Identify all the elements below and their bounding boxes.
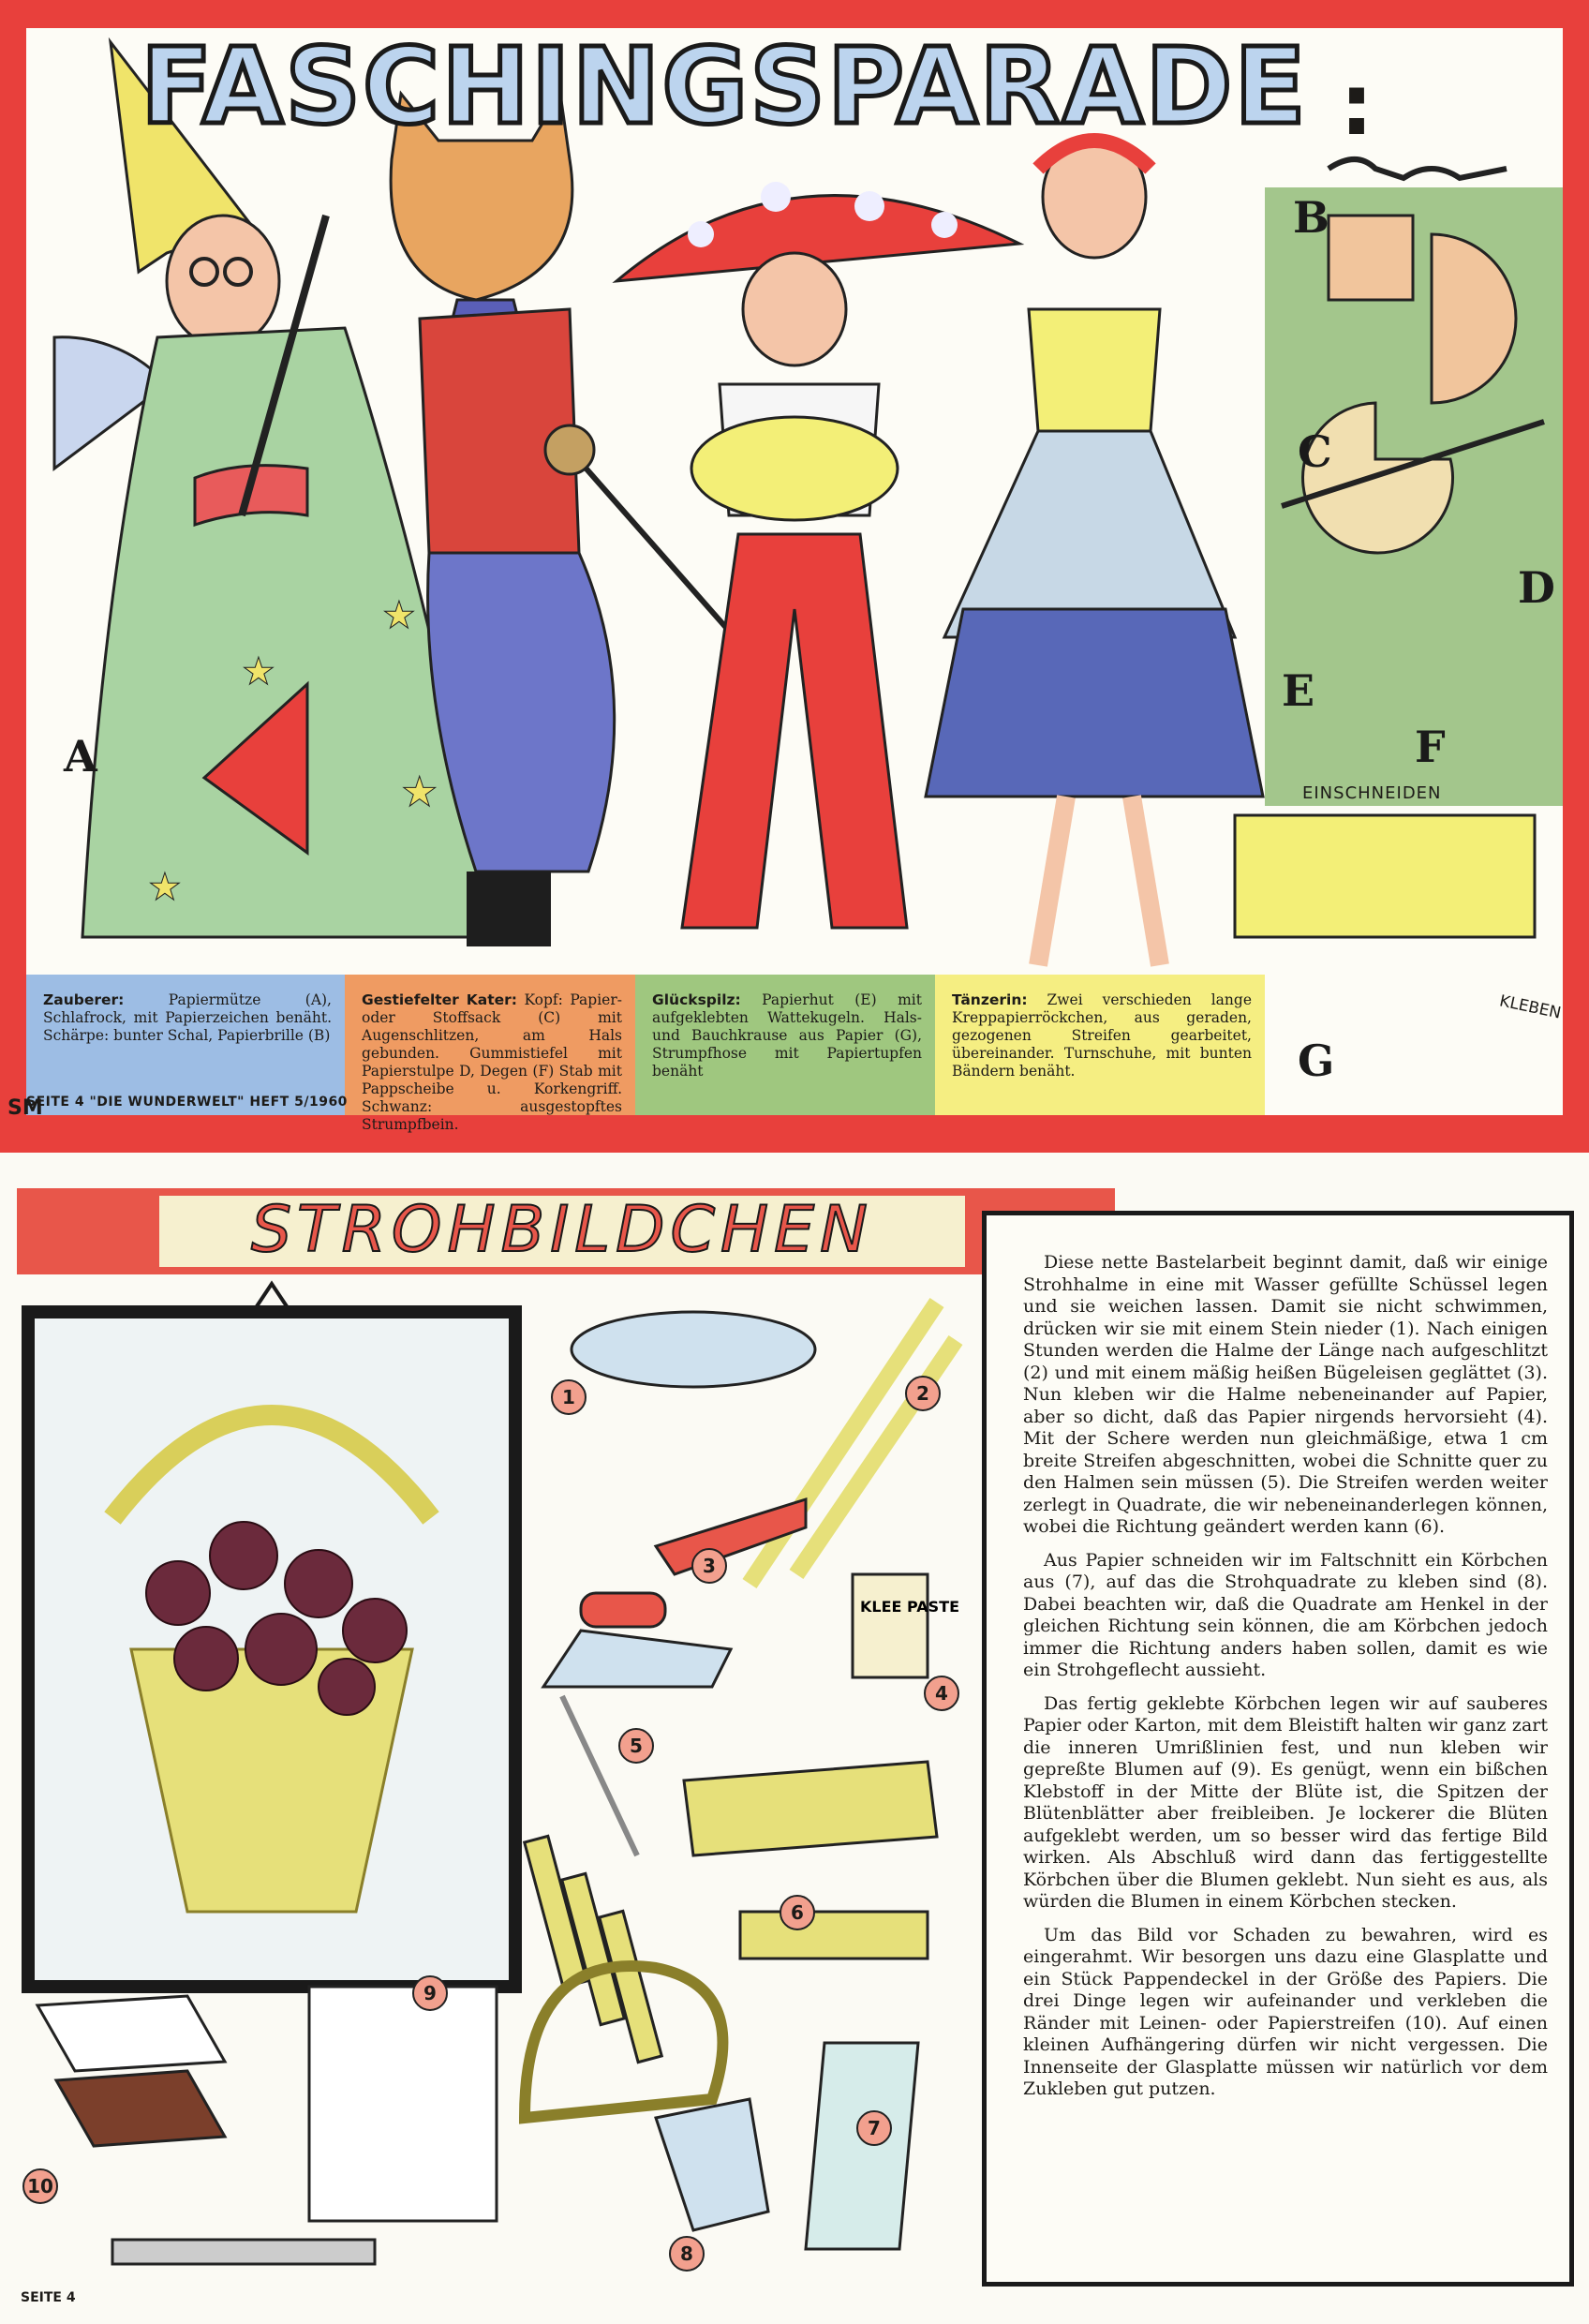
step-8-marker: 8: [669, 2236, 705, 2272]
instructions-paragraph-4: Um das Bild vor Schaden zu bewahren, wird es eingerahmt. Wir besorgen uns dazu eine Glasplatte und ein Stück Pappendeckel in der Größe des Papiers. Die drei Dinge legen wir aufeinander und verkleben die Ränder mit Leinen- oder Papierstreifen (10). Auf einen kleinen Aufhängering dürfen wir nicht vergessen. Die Innenseite der Glasplatte müssen wir natürlich vor dem Zukleben gut putzen.: [1023, 1924, 1548, 2099]
svg-text:★: ★: [382, 594, 416, 637]
glass-plate: [37, 1996, 225, 2071]
scissors: [562, 1696, 637, 1855]
caption-heading: Gestiefelter Kater:: [362, 991, 518, 1008]
costume-illustration: [26, 28, 1563, 975]
step-7-marker: 7: [856, 2110, 892, 2146]
caption-heading: Zauberer:: [43, 991, 125, 1008]
instructions-paragraph-1: Diese nette Bastelarbeit beginnt damit, daß wir einige Strohhalme in eine mit Wasser gefüllte Schüssel legen und sie weichen lassen. Damit sie nicht schwimmen, drücken wir sie mit einem Stein nieder (1). Nach einigen Stunden werden die Halme der Länge nach aufgeschlitzt (2) und mit einem mäßig heißen Bügeleisen geglättet (3). Nun kleben wir die Halme nebeneinander auf Papier, aber so dicht, daß das Papier nirgends hervorsieht (4). Mit der Schere werden nun gleichmäßige, etwa 1 cm breite Streifen abgeschnitten, wobei die Schnitte quer zu den Halmen sein müssen (5). Die Streifen werden weiter zerlegt in Quadrate, die wir nebeneinanderlegen können, wobei die Richtung geändert werden kann (6).: [1023, 1252, 1548, 1537]
step-2-marker: 2: [905, 1376, 941, 1411]
label-a: A: [64, 731, 97, 782]
paste-jar: [853, 1574, 928, 1677]
lucky-mushroom-figure: [616, 182, 1019, 928]
cut-label: EINSCHNEIDEN: [1302, 783, 1442, 803]
instructions-paragraph-2: Aus Papier schneiden wir im Faltschnitt ein Körbchen aus (7), auf das die Strohquadrate zu kleben sind (8). Dabei beachten wir, daß die Quadrate am Henkel in der gleichen Richtung sein können, die am Körbchen jedoch immer die Richtung anders haben sollen, damit es wie ein Strohgeflecht aussieht.: [1023, 1549, 1548, 1680]
page-title: FASCHINGSPARADE: [141, 26, 1308, 148]
step-4-marker: 4: [924, 1676, 959, 1711]
caption-dancer: [935, 975, 1265, 1115]
label-c: C: [1298, 426, 1332, 477]
label-g: G: [1298, 1035, 1335, 1086]
straw-strips: [525, 1836, 662, 2062]
svg-text:★: ★: [242, 650, 275, 693]
step-6-marker: 6: [780, 1895, 815, 1930]
part-c-cat-head: [1329, 216, 1413, 300]
knife: [656, 1499, 806, 1574]
part-g-strip: [1235, 815, 1535, 937]
paper-basket-template: [806, 2043, 918, 2249]
svg-text:★: ★: [401, 768, 438, 816]
label-e: E: [1282, 665, 1315, 716]
water-bowl: [572, 1312, 815, 1387]
basket-base: [656, 2099, 768, 2230]
flat-iron: [543, 1631, 731, 1687]
bottom-page-footer: SEITE 4: [21, 2290, 76, 2305]
caption-heading: Tänzerin:: [952, 991, 1028, 1008]
caption-cat: [345, 975, 635, 1133]
svg-text:★: ★: [148, 866, 182, 909]
dancer-figure: [926, 136, 1263, 965]
step-5-marker: 5: [618, 1728, 654, 1764]
title-colon: :: [1340, 56, 1374, 155]
artist-monogram: SM: [7, 1096, 43, 1120]
step-3-marker: 3: [691, 1548, 727, 1584]
caption-text: Kopf: Papier- oder Stoffsack (C) mit Augenschlitzen, am Hals gebunden. Gummistiefel mit Papierstulpe D, Degen (F) Stab mit Pappscheibe u. Korkengriff. Schwanz: ausgestopftes Strumpfbein.: [362, 991, 623, 1133]
caption-text: Zwei verschieden lange Kreppapierröckchen, aus geraden, gezogenen Streifen gearbeitet, übereinander. Turnschuhe, mit bunten Bändern benäht.: [952, 991, 1252, 1080]
caption-heading: Glückspilz:: [652, 991, 741, 1008]
instructions-text: [1023, 1252, 1548, 2112]
caption-text: Papierhut (E) mit aufgeklebten Wattekugeln. Hals- und Bauchkrause aus Papier (G), Strumpfhose mit Papiertupfen benäht: [652, 991, 922, 1080]
label-b: B: [1293, 192, 1329, 243]
caption-text: Papiermütze (A), Schlafrock, mit Papierzeichen benäht. Schärpe: bunter Schal, Papierbrille (B): [43, 991, 332, 1044]
step-10-marker: 10: [22, 2168, 58, 2204]
caption-lucky: [635, 975, 935, 1115]
part-b-glasses: [1329, 159, 1507, 178]
straw-squares: [740, 1912, 928, 1959]
glue-label: KLEBEN: [1497, 991, 1563, 1023]
step-1-marker: 1: [551, 1379, 587, 1415]
straw-sheet: [684, 1762, 937, 1855]
label-d: D: [1518, 562, 1555, 613]
label-f: F: [1415, 722, 1446, 772]
section-title: STROHBILDCHEN: [250, 1193, 873, 1267]
straw-craft-illustration: [0, 1274, 984, 2287]
paste-label: KLEE PASTE: [860, 1598, 960, 1616]
flower-drawing: [309, 1987, 497, 2221]
part-d-boot-cuff: [1432, 234, 1516, 403]
cardboard-backing: [56, 2071, 225, 2146]
top-page-footer: SEITE 4 "DIE WUNDERWELT" HEFT 5/1960: [26, 1095, 348, 1110]
step-9-marker: 9: [412, 1975, 448, 2011]
instructions-paragraph-3: Das fertig geklebte Körbchen legen wir auf sauberes Papier oder Karton, mit dem Bleistift halten wir ganz zart die inneren Umrißlinien fest, und nun kleben wir gepreßte Blumen auf (9). Es genügt, wenn ein bißchen Klebstoff in der Mitte der Blüte ist, die Spitzen der Blütenblätter aber freibleiben. Je lockerer die Blüten aufgeklebt werden, um so besser wird das fertige Bild wirken. Als Abschluß wird dann das fertiggestellte Körbchen über die Blumen geklebt. Nun sieht es aus, als würden die Blumen in einem Körbchen stecken.: [1023, 1692, 1548, 1912]
linen-strip: [112, 2240, 375, 2264]
